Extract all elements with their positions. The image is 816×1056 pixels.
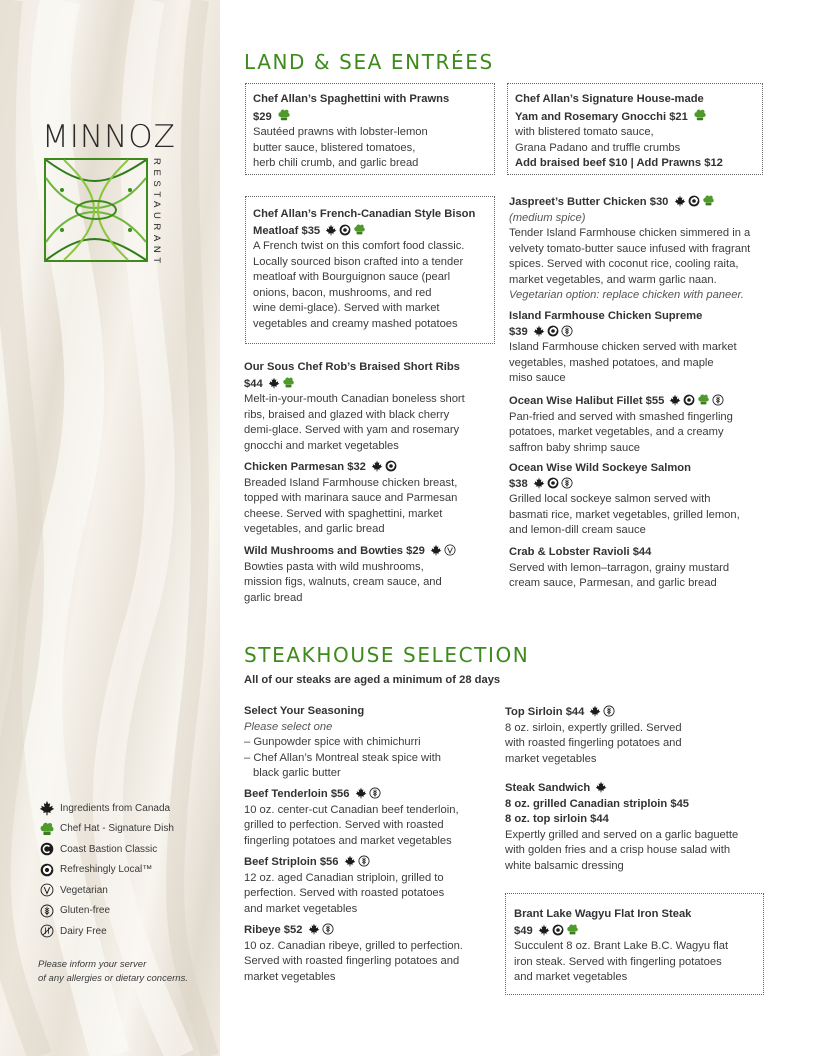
menu-item-chicken-parmesan (244, 460, 499, 538)
item-desc: and market vegetables (244, 902, 358, 915)
maple-leaf-icon (533, 477, 545, 489)
item-title: Ocean Wise Halibut Fillet $55 (509, 395, 665, 407)
item-desc: saffron baby shrimp sauce (509, 441, 641, 454)
item-desc: with roasted fingerling potatoes and (505, 737, 682, 749)
item-title: Top Sirloin $44 (505, 706, 585, 718)
legend-item (38, 860, 174, 881)
chef-hat-icon (697, 393, 710, 406)
chef-hat-icon (277, 108, 291, 122)
refreshingly-local-icon (339, 224, 351, 236)
section-heading-steakhouse: STEAKHOUSE SELECTION (244, 643, 530, 667)
maple-leaf-icon (325, 224, 337, 236)
item-desc: herb chili crumb, and garlic bread (253, 157, 419, 169)
legend-label: Refreshingly Local™ (60, 864, 153, 876)
legend-label: Gluten-free (60, 905, 111, 917)
item-note: (medium spice) (509, 211, 586, 224)
item-desc: Locally sourced bison crafted into a tender (253, 255, 464, 268)
menu-item-sockeye-salmon (509, 461, 779, 539)
chef-hat-icon (282, 376, 295, 389)
item-desc: Sautéed prawns with lobster-lemon (253, 126, 428, 138)
item-desc: vegetables and creamy mashed potatoes (253, 317, 458, 330)
menu-item-beef-striploin (244, 855, 499, 917)
logo (42, 119, 176, 155)
menu-item-chicken-supreme (509, 309, 779, 387)
section-heading-land-sea: LAND & SEA ENTRÉES (244, 50, 494, 74)
item-note: Please select one (244, 720, 333, 733)
dairy-free-icon (40, 924, 54, 938)
menu-item-ravioli (509, 545, 779, 592)
gluten-free-icon (603, 705, 615, 717)
seasoning-selector (244, 704, 499, 782)
menu-item-ribeye (244, 923, 499, 985)
item-title: Beef Striploin $56 (244, 856, 339, 868)
item-desc: mission figs, walnuts, cream sauce, and (244, 576, 442, 588)
logo-subtitle: RESTAURANT (151, 158, 162, 268)
refreshingly-local-icon (547, 325, 559, 337)
item-desc: 8 oz. sirloin, expertly grilled. Served (505, 721, 682, 734)
maple-leaf-icon (595, 781, 607, 793)
item-addons: Add braised beef $10 | Add Prawns $12 (515, 157, 723, 169)
item-title: Chef Allan’s Signature House-made (515, 93, 704, 105)
legend-label: Coast Bastion Classic (60, 843, 158, 855)
refreshingly-local-icon (552, 924, 564, 936)
legend-item (38, 921, 174, 942)
item-desc: market vegetables (244, 970, 336, 983)
legend-item (38, 819, 174, 840)
item-desc: perfection. Served with roasted potatoes (244, 887, 445, 899)
maple-leaf-icon (39, 800, 55, 816)
item-desc: demi-glace. Served with yam and rosemary (244, 424, 460, 436)
fish-logo-icon (44, 158, 148, 262)
item-desc: wine demi-glace). Served with market (253, 302, 440, 314)
menu-item-short-ribs (244, 360, 499, 454)
chef-hat-icon (702, 194, 715, 207)
seasoning-option: – Gunpowder spice with chimichurri (244, 736, 421, 748)
legend-label: Dairy Free (60, 925, 107, 937)
item-title: Brant Lake Wagyu Flat Iron Steak (514, 908, 692, 920)
maple-leaf-icon (533, 325, 545, 337)
item-desc: Bowties pasta with wild mushrooms, (244, 560, 424, 573)
item-desc: Expertly grilled and served on a garlic baguette (505, 828, 739, 841)
refreshingly-local-icon (547, 477, 559, 489)
item-desc: topped with marinara sauce and Parmesan (244, 492, 458, 504)
item-price: $49 (514, 924, 533, 937)
seasoning-option: – Chef Allan’s Montreal steak spice with (244, 751, 441, 764)
item-desc: vegetables, mashed potatoes, and maple (509, 356, 714, 369)
item-desc: with golden fries and a crisp house salad with (505, 844, 731, 856)
item-desc: Melt-in-your-mouth Canadian boneless short (244, 393, 465, 405)
gluten-free-icon (322, 923, 334, 935)
logo-wordmark: MINNOZ (42, 119, 176, 155)
menu-item-spaghettini (253, 92, 493, 172)
item-price: $38 (509, 477, 528, 490)
item-desc: cream sauce, Parmesan, and garlic bread (509, 577, 717, 589)
maple-leaf-icon (344, 855, 356, 867)
legend-label: Chef Hat - Signature Dish (60, 823, 174, 835)
legend-label: Ingredients from Canada (60, 802, 171, 814)
item-desc: with blistered tomato sauce, (515, 126, 654, 138)
item-desc: spices. Served with coconut rice, cooling raita, (509, 258, 739, 270)
item-desc: basmati rice, market vegetables, grilled lemon, (509, 508, 740, 521)
gluten-free-icon (358, 855, 370, 867)
item-desc: Grana Padano and truffle crumbs (515, 141, 681, 154)
chef-hat-icon (693, 108, 707, 122)
item-desc: Served with lemon–tarragon, grainy mustard (509, 561, 730, 574)
item-desc: vegetables, and garlic bread (244, 523, 385, 535)
item-desc: iron steak. Served with fingerling potatoes (514, 955, 722, 968)
maple-leaf-icon (308, 923, 320, 935)
gluten-free-icon (561, 477, 573, 489)
item-desc: garlic bread (244, 591, 303, 604)
menu-item-butter-chicken (509, 194, 779, 304)
maple-leaf-icon (674, 195, 686, 207)
item-title: Yam and Rosemary Gnocchi $21 (515, 110, 688, 123)
item-desc: Succulent 8 oz. Brant Lake B.C. Wagyu flat (514, 940, 729, 952)
legend (38, 798, 174, 942)
item-price: $39 (509, 325, 528, 338)
item-desc: 10 oz. center-cut Canadian beef tenderloin, (244, 803, 459, 816)
item-title: Steak Sandwich (505, 782, 591, 794)
item-note: Vegetarian option: replace chicken with paneer. (509, 289, 744, 301)
vegetarian-icon (444, 544, 456, 556)
item-desc: Served with roasted fingerling potatoes and (244, 955, 460, 967)
item-title: Wild Mushrooms and Bowties $29 (244, 545, 425, 557)
maple-leaf-icon (538, 924, 550, 936)
item-desc: cheese. Served with spaghettini, market (244, 507, 443, 520)
gluten-free-icon (712, 394, 724, 406)
legend-item (38, 901, 174, 922)
item-desc: market vegetables (505, 752, 597, 765)
item-desc: Grilled local sockeye salmon served with (509, 493, 711, 505)
maple-leaf-icon (669, 394, 681, 406)
allergy-note (38, 958, 188, 986)
legend-item (38, 798, 174, 819)
item-title: Chicken Parmesan $32 (244, 461, 366, 473)
chef-hat-icon (39, 821, 55, 837)
item-desc: Island Farmhouse chicken served with market (509, 341, 737, 353)
item-desc: potatoes, market vegetables, and a creamy (509, 426, 724, 438)
item-title: Select Your Seasoning (244, 705, 365, 717)
section-subheading: All of our steaks are aged a minimum of 28 days (244, 674, 501, 686)
refreshingly-local-icon (385, 460, 397, 472)
menu-item-steak-sandwich (505, 781, 780, 874)
menu-item-beef-tenderloin (244, 787, 499, 849)
item-desc: 12 oz. aged Canadian striploin, grilled to (244, 871, 444, 884)
item-title: Island Farmhouse Chicken Supreme (509, 310, 703, 322)
chef-hat-icon (353, 223, 366, 236)
item-desc: onions, bacon, mushrooms, and red (253, 286, 432, 299)
menu-item-halibut (509, 393, 779, 456)
item-desc: velvety tomato-butter sauce infused with fragrant (509, 242, 751, 255)
item-title: Ocean Wise Wild Sockeye Salmon (509, 462, 691, 474)
item-desc: Tender Island Farmhouse chicken simmered in a (509, 227, 751, 239)
menu-item-wild-mushrooms (244, 544, 499, 606)
maple-leaf-icon (355, 787, 367, 799)
item-desc: 10 oz. Canadian ribeye, grilled to perfection. (244, 939, 463, 952)
allergy-note-line: of any allergies or dietary concerns. (38, 973, 188, 984)
item-desc: and market vegetables (514, 971, 628, 983)
gluten-free-icon (369, 787, 381, 799)
item-price-option: 8 oz. grilled Canadian striploin $45 (505, 797, 690, 810)
legend-item (38, 880, 174, 901)
item-desc: Breaded Island Farmhouse chicken breast, (244, 476, 458, 489)
menu-item-top-sirloin (505, 705, 775, 767)
gluten-free-icon (40, 904, 54, 918)
item-desc: gnocchi and market vegetables (244, 439, 399, 452)
item-desc: A French twist on this comfort food classic. (253, 240, 465, 252)
item-title: Meatloaf $35 (253, 224, 321, 237)
refreshingly-local-icon (688, 195, 700, 207)
legend-label: Vegetarian (60, 884, 108, 896)
refreshingly-local-icon (40, 863, 54, 877)
allergy-note-line: Please inform your server (38, 959, 147, 970)
item-title: Chef Allan’s Spaghettini with Prawns (253, 93, 450, 105)
item-title: Crab & Lobster Ravioli $44 (509, 546, 652, 558)
item-desc: butter sauce, blistered tomatoes, (253, 141, 416, 154)
seasoning-option: black garlic butter (253, 767, 341, 779)
item-title: Beef Tenderloin $56 (244, 788, 350, 800)
item-desc: miso sauce (509, 372, 566, 384)
item-desc: grilled to perfection. Served with roasted (244, 819, 444, 831)
item-title: Ribeye $52 (244, 924, 303, 936)
gluten-free-icon (561, 325, 573, 337)
maple-leaf-icon (268, 377, 280, 389)
item-title: Jaspreet’s Butter Chicken $30 (509, 196, 669, 208)
menu-item-meatloaf (253, 207, 493, 332)
item-desc: and lemon-dill cream sauce (509, 524, 646, 536)
item-title: Our Sous Chef Rob’s Braised Short Ribs (244, 361, 460, 373)
maple-leaf-icon (430, 544, 442, 556)
item-desc: Pan-fried and served with smashed fingerling (509, 410, 733, 423)
item-desc: market vegetables, and warm garlic naan. (509, 273, 717, 286)
refreshingly-local-icon (683, 394, 695, 406)
menu-item-gnocchi (515, 92, 761, 172)
vegetarian-icon (40, 883, 54, 897)
coast-bastion-icon (40, 842, 54, 856)
chef-hat-icon (566, 923, 579, 936)
item-title: Chef Allan’s French-Canadian Style Bison (253, 208, 476, 220)
item-price: $44 (244, 377, 263, 390)
legend-item (38, 839, 174, 860)
maple-leaf-icon (589, 705, 601, 717)
item-desc: ribs, braised and glazed with black cherry (244, 408, 450, 421)
menu-item-wagyu (514, 907, 762, 986)
item-price: $29 (253, 110, 272, 123)
maple-leaf-icon (371, 460, 383, 472)
item-desc: white balsamic dressing (505, 859, 624, 872)
item-price-option: 8 oz. top sirloin $44 (505, 813, 609, 825)
sidebar (0, 0, 220, 1056)
item-desc: fingerling potatoes and market vegetables (244, 834, 452, 847)
item-desc: meatloaf with Bourguignon sauce (pearl (253, 271, 451, 283)
